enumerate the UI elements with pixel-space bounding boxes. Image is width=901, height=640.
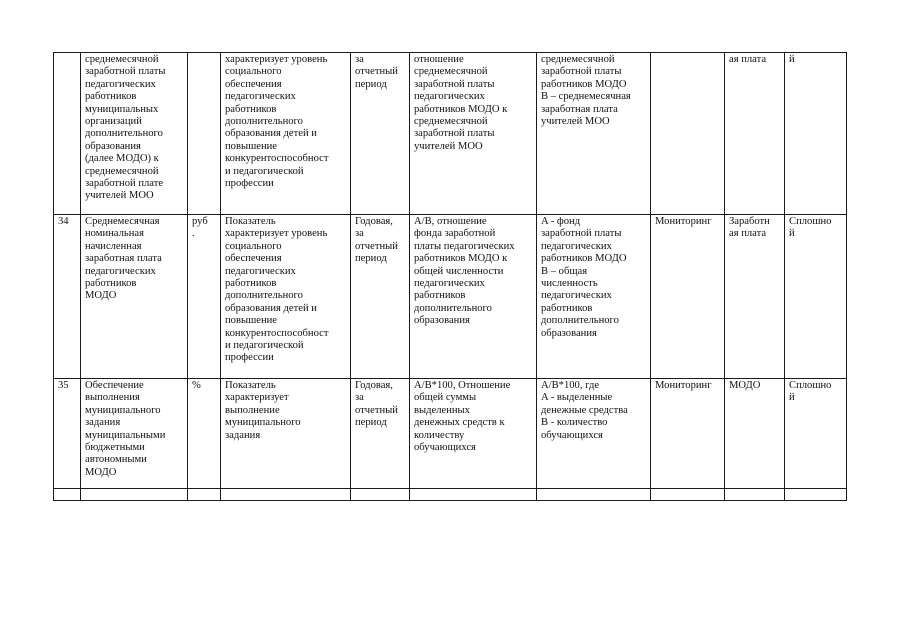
indicator-name: Обеспечение выполнения муниципального задания муниципальными бюджетными автономными МОДО: [85, 380, 166, 478]
periodicity-cell: [351, 379, 410, 489]
unit-cell: [188, 379, 221, 489]
empty-cell: [785, 489, 847, 501]
coverage: й: [789, 54, 795, 65]
row-number-cell: [54, 215, 81, 379]
table-row: [54, 215, 847, 379]
indicators-cell: [537, 215, 651, 379]
description: Показатель характеризует выполнение муниципального задания: [225, 380, 301, 441]
indicator-name: Среднемесячная номинальная начисленная заработная плата педагогических работников МОДО: [85, 216, 162, 302]
description-cell: [221, 215, 351, 379]
unit: руб .: [192, 216, 208, 240]
coverage: Сплошно й: [789, 380, 832, 404]
data-source: ая плата: [729, 54, 767, 65]
empty-cell: [188, 489, 221, 501]
coverage-cell: [785, 53, 847, 215]
data-source: Заработн ая плата: [729, 216, 770, 240]
collection-method: Мониторинг: [655, 380, 712, 391]
source-cell: [725, 215, 785, 379]
indicator-name-cell: [81, 379, 188, 489]
indicator-name: среднемесячной заработной платы педагогических работников муниципальных организаций дополнительного образования (далее МОДО) к среднемесячной заработной плате учителей МОО: [85, 54, 166, 202]
periodicity-cell: [351, 53, 410, 215]
formula: A/B*100, Отношение общей суммы выделенных денежных средств к количеству обучающихся: [414, 380, 511, 454]
table-row: [54, 53, 847, 215]
empty-cell: [725, 489, 785, 501]
data-source: МОДО: [729, 380, 761, 391]
periodicity: Годовая, за отчетный период: [355, 216, 398, 265]
row-number: 34: [58, 216, 69, 227]
row-number-cell: [54, 379, 81, 489]
table-row: [54, 379, 847, 489]
description-cell: [221, 53, 351, 215]
description: Показатель характеризует уровень социального обеспечения педагогических работников дополнительного образования детей и повышение конкурентоспособност и педагогической профессии: [225, 216, 329, 364]
indicators-cell: [537, 379, 651, 489]
row-number-cell: [54, 53, 81, 215]
description: характеризует уровень социального обеспечения педагогических работников дополнительного образования детей и повышение конкурентоспособност и педагогической профессии: [225, 54, 329, 190]
formula: A/B, отношение фонда заработной платы педагогических работников МОДО к общей численности педагогических работников дополнительного образования: [414, 216, 515, 327]
empty-cell: [81, 489, 188, 501]
empty-cell: [54, 489, 81, 501]
coverage: Сплошно й: [789, 216, 832, 240]
formula-cell: [410, 379, 537, 489]
empty-cell: [537, 489, 651, 501]
periodicity: Годовая, за отчетный период: [355, 380, 398, 429]
coverage-cell: [785, 215, 847, 379]
empty-cell: [651, 489, 725, 501]
empty-cell: [351, 489, 410, 501]
method-cell: [651, 215, 725, 379]
table-row: [54, 489, 847, 501]
unit-cell: [188, 53, 221, 215]
formula-cell: [410, 53, 537, 215]
row-number: 35: [58, 380, 69, 391]
empty-cell: [221, 489, 351, 501]
source-cell: [725, 379, 785, 489]
periodicity-cell: [351, 215, 410, 379]
basic-indicators: среднемесячной заработной платы работников МОДО B – среднемесячная заработная плата учителей МОО: [541, 54, 631, 128]
indicators-table: [53, 52, 847, 501]
coverage-cell: [785, 379, 847, 489]
basic-indicators: A/B*100, где A - выделенные денежные средства B - количество обучающихся: [541, 380, 628, 441]
unit-cell: [188, 215, 221, 379]
periodicity: за отчетный период: [355, 54, 398, 90]
unit: %: [192, 380, 201, 391]
method-cell: [651, 379, 725, 489]
collection-method: Мониторинг: [655, 216, 712, 227]
indicator-name-cell: [81, 215, 188, 379]
description-cell: [221, 379, 351, 489]
indicators-cell: [537, 53, 651, 215]
empty-cell: [410, 489, 537, 501]
method-cell: [651, 53, 725, 215]
basic-indicators: A - фонд заработной платы педагогических работников МОДО B – общая численность педагогических работников дополнительного образования: [541, 216, 627, 339]
formula: отношение среднемесячной заработной платы педагогических работников МОДО к среднемесячной заработной платы учителей МОО: [414, 54, 508, 152]
source-cell: [725, 53, 785, 215]
indicator-name-cell: [81, 53, 188, 215]
formula-cell: [410, 215, 537, 379]
